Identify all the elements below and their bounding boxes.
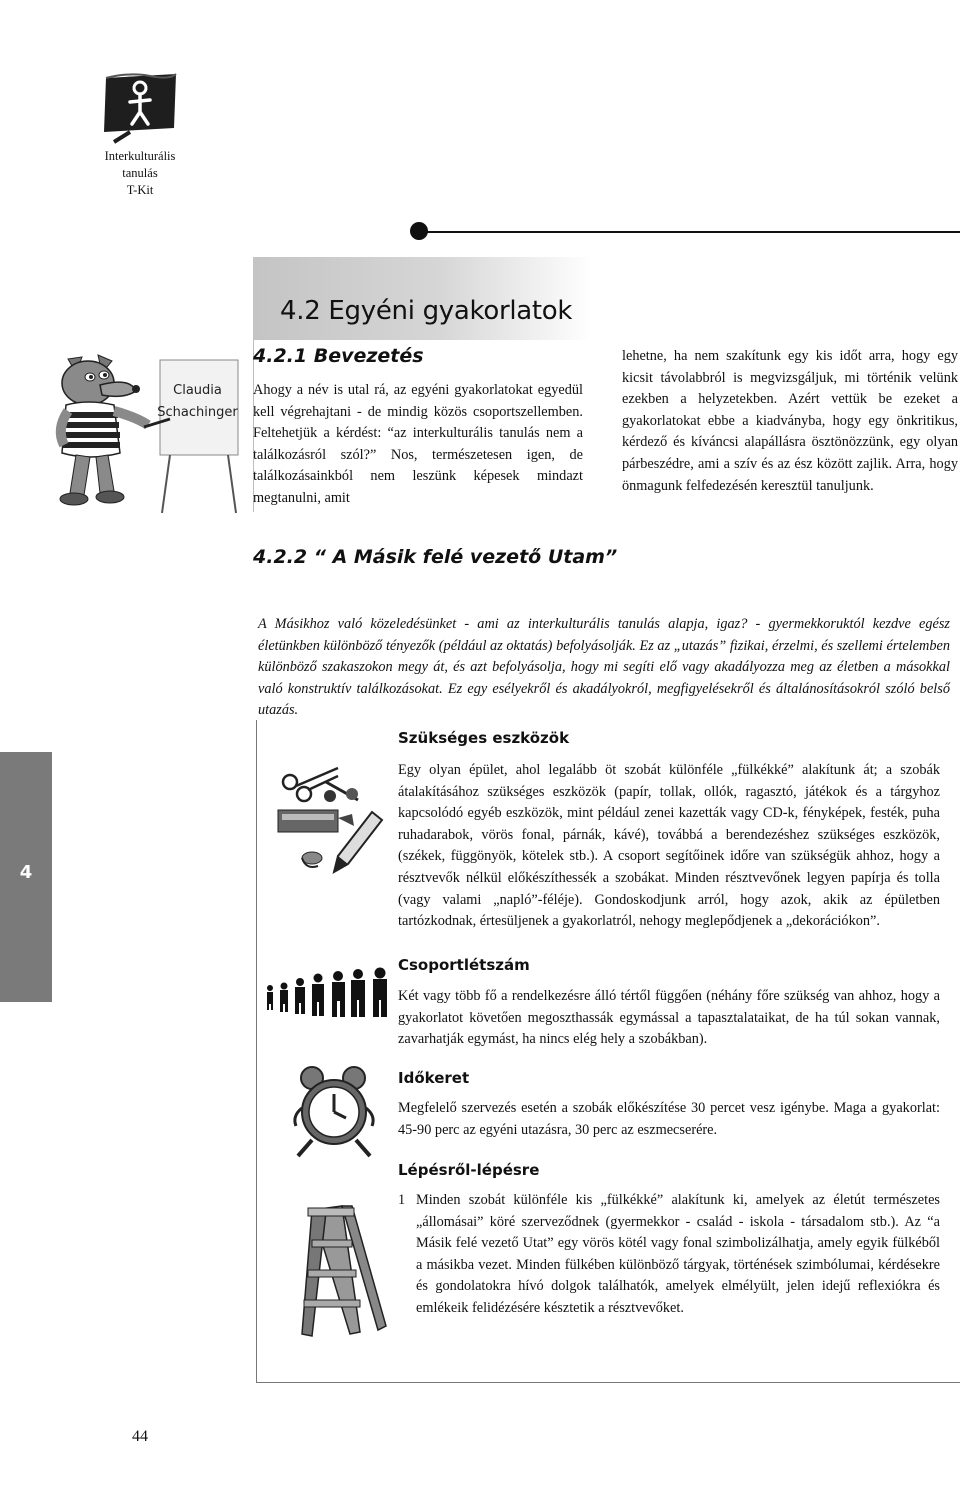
tools-heading: Szükséges eszközök [398, 729, 570, 747]
frame-rule-vertical [256, 720, 257, 1383]
step-ladder-illustration [282, 1200, 392, 1340]
cat-teacher-illustration [40, 345, 240, 515]
people-row-illustration [262, 966, 394, 1018]
intro-heading: 4.2.1 Bevezetés [253, 345, 424, 367]
series-line-1: Interkulturális [104, 149, 176, 163]
top-rule [424, 231, 960, 233]
tools-text: Egy olyan épület, ahol legalább öt szobát különféle „fülkékké” alakítunk át; a szobák átalakításához szükséges eszközök (papír, tollak, ollók, ragasztó, játékok és a tárgyhoz kapcsolódó egyéb eszközök, mint például zenei kazetták vagy CD-k, fényképek, festék, puha ruhadarabok, vörös fonal, párnák, kávé), továbbá a berendezéshez szükséges eszközök, (székek, függönyök, kötelek stb.). A csoport segítőinek időre van szükségük ahhoz, hogy a résztvevők nélkül előkészíthessék a szobákat. Minden résztvevőnek legyen papírja és tolla (vagy valami „napló”-féléje). Gondoskodjunk arról, hogy azok, akik az épületben tartózkodnak, értesüljenek a gyakorlatról, nehogy meglepődjenek a „dekorációkon”. [398, 762, 940, 930]
page-number: 44 [132, 1428, 148, 1445]
step-by-step-heading: Lépésről-lépésre [398, 1161, 540, 1179]
series-line-3: T-Kit [126, 183, 154, 197]
flipchart-line-2: Schachinger [157, 405, 238, 420]
series-line-2: tanulás [122, 166, 158, 180]
step-1-number: 1 [398, 1192, 406, 1208]
group-size-heading: Csoportlétszám [398, 956, 530, 974]
flag-logo-icon [100, 70, 180, 145]
frame-rule-horizontal [256, 1382, 960, 1383]
exercise-heading: 4.2.2 “ A Másik felé vezető Utam” [253, 546, 618, 568]
flipchart-line-1: Claudia [173, 383, 222, 398]
chapter-number: 4 [19, 862, 33, 883]
step-1-text: Minden szobát különféle kis „fülkékké” alakítunk ki, amelyek az életút természetes „állomásai” köré szerveződnek (gyermekkor - család - iskola - társadalom stb.). Az “a Másik felé vezető Utat” egy vörös kötél vagy fonal szimbolizálhatja, amely egyik fülkéből a másikba vezet. Minden fülkében különböző tárgyak, történések szimbólumai, kérdésekre és gondolatokra hívó dolgok találhatók, amelyek elmélyült, jelen idejű reflexiókra és emlékeik felidézésére késztetik a résztvevőket. [416, 1192, 940, 1316]
tools-illustration [268, 760, 388, 880]
top-rule-dot [410, 222, 428, 240]
intro-column-1: Ahogy a név is utal rá, az egyéni gyakorlatokat egyedül kell végrehajtani - de mindig közös csoportszellemben. Feltehetjük a kérdést: “az interkulturális tanulás nem a találkozásról szól?” Nos, természetesen igen, de találkozásainkból nem leszünk képesek mindazt megtanulni, amit [253, 382, 583, 506]
series-label [90, 148, 190, 199]
alarm-clock-illustration [284, 1060, 384, 1160]
intro-column-2: lehetne, ha nem szakítunk egy kis időt arra, hogy egy kicsit távolabbról is megvizsgáljuk, mi történik velünk ezekben a helyzetekben. Azért vettük be ezeket a gyakorlatokat ebbe a kiadványba, hogy egy önkritikus, kérdező és kíváncsi alapállásra ösztönözzünk, egy olyan párbeszédre, ami a szív és az ész között zajlik. Arra, hogy önmagunk felfedezésén keresztül tanuljunk. [622, 348, 958, 494]
time-frame-text: Megfelelő szervezés esetén a szobák előkészítése 30 percet vesz igénybe. Maga a gyakorlat: 45-90 perc az egyéni utazásra, 30 perc az eszmecserére. [398, 1100, 940, 1138]
exercise-intro: A Másikhoz való közeledésünket - ami az interkulturális tanulás alapja, igaz? - gyermekkoruktól kezdve egész életünkben különböző tényezők (például az oktatás) befolyásolják. Ez az „utazás” fizikai, érzelmi, és szellemi értelemben különböző szakaszokon megy át, és azt befolyásolja, hogy mi segíti elő vagy akadályozza meg az életben a másokkal való konstruktív találkozásokat. Ez egy esélyekről és akadályokról, megfigyelésekről és általánosításokról szóló belső utazás. [258, 616, 950, 719]
time-frame-heading: Időkeret [398, 1069, 470, 1087]
group-size-text: Két vagy több fő a rendelkezésre álló tértől függően (néhány főre szükség van ahhoz, hogy a gyakorlatot követően megoszthassák egymással a tapasztalataikat, de ha túl sokan vannak, zavarhatják egymást, ha nincs elég hely a szobákban). [398, 988, 940, 1048]
section-title: 4.2 Egyéni gyakorlatok [280, 296, 573, 326]
flipchart-text [155, 380, 240, 424]
